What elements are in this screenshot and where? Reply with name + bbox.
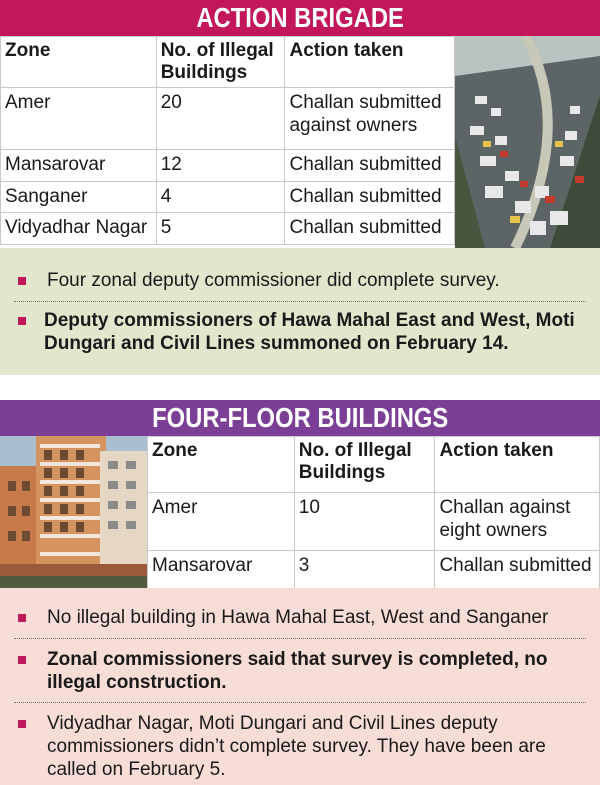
- count-cell: 10: [294, 493, 435, 551]
- count-cell: 20: [156, 88, 285, 150]
- section2-title: FOUR-FLOOR BUILDINGS: [151, 402, 449, 433]
- traffic-jam-photo: [455, 36, 600, 248]
- apartment-building-photo: [0, 436, 147, 588]
- action-cell: Challan submitted: [285, 213, 455, 245]
- header-zone: Zone: [148, 437, 295, 493]
- four-floor-buildings-table: [147, 436, 600, 589]
- section1-title: ACTION BRIGADE: [196, 2, 404, 33]
- table-row: [148, 551, 600, 589]
- square-bullet-icon: [18, 656, 26, 664]
- count-cell: 5: [156, 213, 285, 245]
- count-cell: 3: [294, 551, 435, 589]
- four-floor-notes: [0, 588, 600, 785]
- square-bullet-icon: [18, 317, 26, 325]
- action-line: Challan against: [439, 497, 571, 518]
- table-row: [1, 213, 455, 245]
- four-floor-buildings-banner: [0, 400, 600, 436]
- note-item: [16, 712, 586, 781]
- header-illegal-count: No. of Illegal Buildings: [294, 437, 435, 493]
- divider: [14, 638, 586, 639]
- action-line: Challan submitted: [289, 92, 442, 113]
- count-cell: 4: [156, 182, 285, 213]
- zone-cell: Amer: [1, 88, 157, 150]
- count-cell: 12: [156, 150, 285, 182]
- note-item: [16, 606, 586, 629]
- divider: [14, 301, 586, 302]
- note-text: No illegal building in Hawa Mahal East, West and Sanganer: [47, 607, 549, 628]
- square-bullet-icon: [18, 720, 26, 728]
- table-row: [1, 182, 455, 213]
- header-illegal-count: No. of Illegal Buildings: [156, 37, 285, 88]
- action-brigade-table: [0, 36, 455, 245]
- note-text: Four zonal deputy commissioner did complete survey.: [47, 270, 500, 291]
- action-cell: Challan submitted: [285, 150, 455, 182]
- note-item: [16, 309, 586, 355]
- zone-cell: Vidyadhar Nagar: [1, 213, 157, 245]
- divider: [14, 702, 586, 703]
- square-bullet-icon: [18, 277, 26, 285]
- table-header-row: [1, 37, 455, 88]
- header-zone: Zone: [1, 37, 157, 88]
- header-action: Action taken: [285, 37, 455, 88]
- action-line: against owners: [289, 115, 418, 136]
- note-item: [16, 648, 586, 694]
- zone-cell: Mansarovar: [1, 150, 157, 182]
- header-action: Action taken: [435, 437, 600, 493]
- note-text: Vidyadhar Nagar, Moti Dungari and Civil Lines deputy commissioners didn’t complete survey. They have been are called on February 5.: [47, 713, 546, 780]
- square-bullet-icon: [18, 614, 26, 622]
- zone-cell: Amer: [148, 493, 295, 551]
- action-brigade-notes: [0, 248, 600, 375]
- action-cell: [435, 493, 600, 551]
- table-row: [148, 493, 600, 551]
- table-row: [1, 150, 455, 182]
- action-cell: Challan submitted: [435, 551, 600, 589]
- building-illustration: [0, 436, 147, 588]
- note-item: [16, 269, 586, 292]
- zone-cell: Sanganer: [1, 182, 157, 213]
- table-header-row: [148, 437, 600, 493]
- table-row: [1, 88, 455, 150]
- action-line: eight owners: [439, 520, 548, 541]
- note-text: Deputy commissioners of Hawa Mahal East and West, Moti Dungari and Civil Lines summoned on February 14.: [44, 310, 575, 354]
- note-text: Zonal commissioners said that survey is completed, no illegal construction.: [47, 649, 548, 693]
- zone-cell: Mansarovar: [148, 551, 295, 589]
- traffic-jam-illustration: [455, 36, 600, 248]
- action-brigade-banner: [0, 0, 600, 36]
- action-cell: [285, 88, 455, 150]
- action-cell: Challan submitted: [285, 182, 455, 213]
